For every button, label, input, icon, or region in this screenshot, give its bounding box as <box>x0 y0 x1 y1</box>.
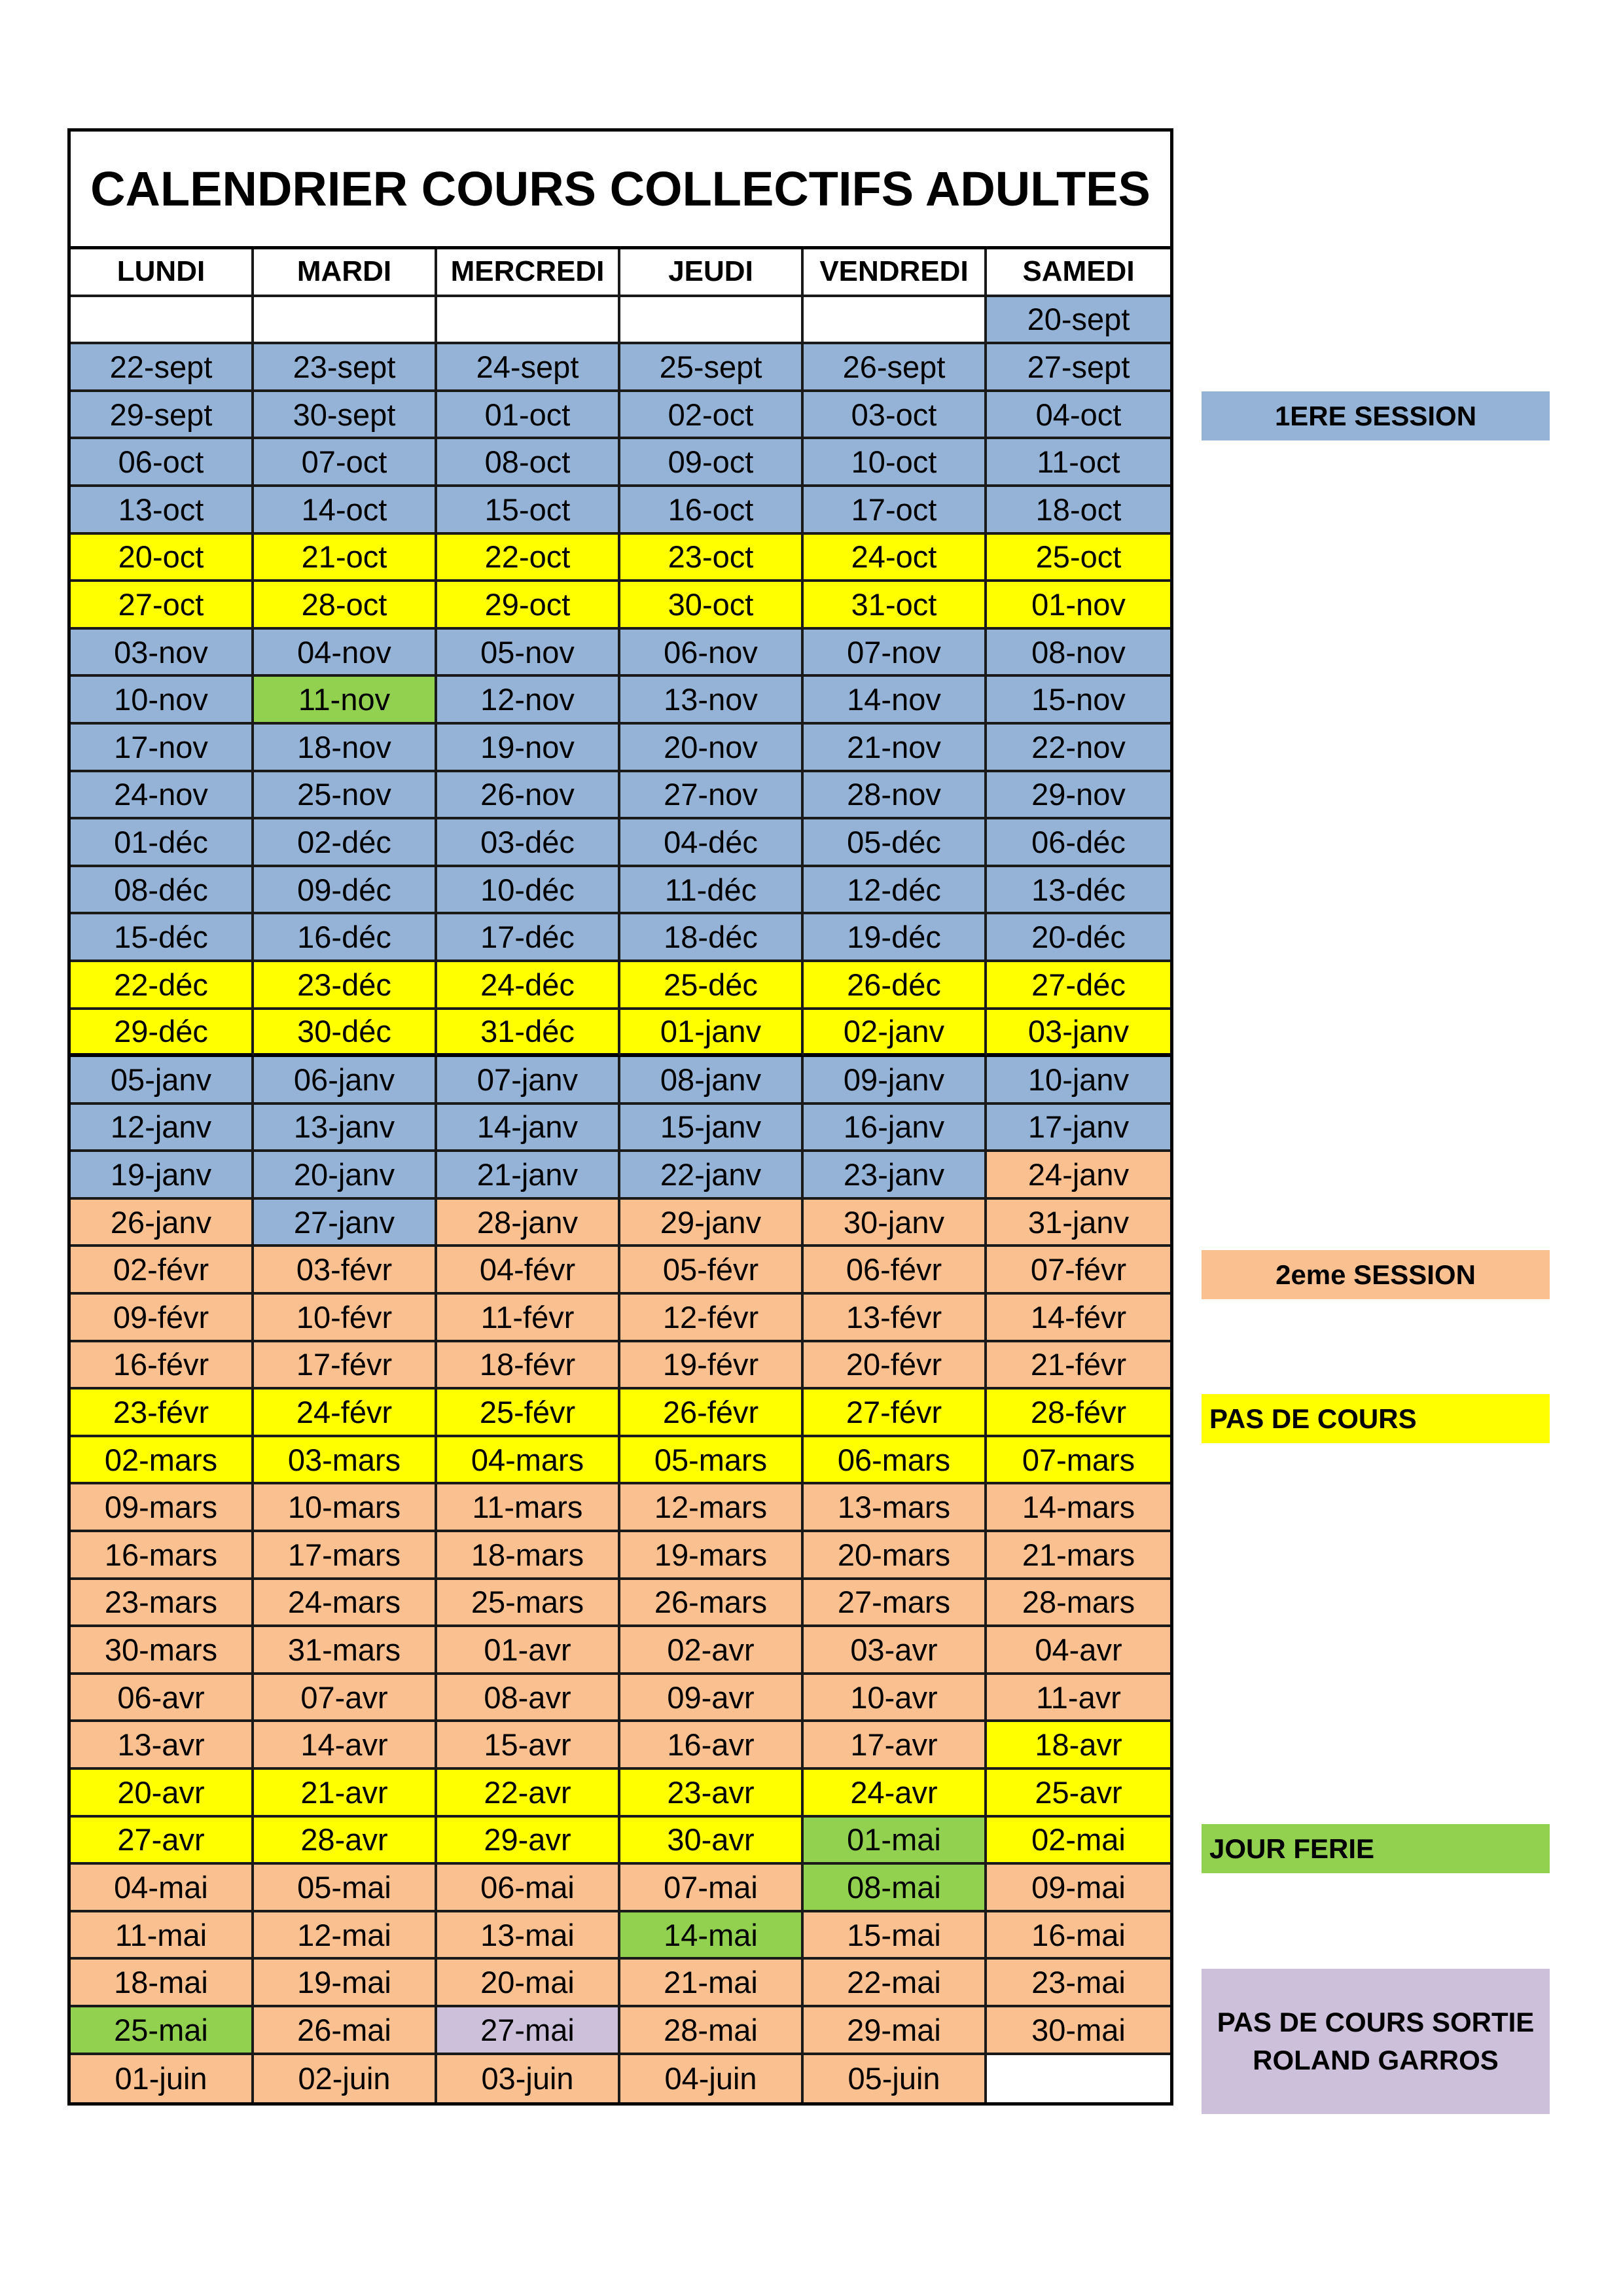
date-cell: 06-janv <box>254 1057 437 1105</box>
date-cell: 21-févr <box>987 1342 1170 1390</box>
date-cell: 05-juin <box>804 2055 987 2103</box>
date-cell: 20-oct <box>71 535 254 583</box>
legend-session1: 1ERE SESSION <box>1202 391 1550 440</box>
day-header: MARDI <box>254 249 437 297</box>
calendar-grid <box>71 249 1170 2102</box>
date-cell: 17-nov <box>71 725 254 772</box>
date-cell: 25-avr <box>987 1770 1170 1818</box>
date-cell: 24-sept <box>437 344 620 392</box>
empty-cell <box>804 297 987 345</box>
date-cell: 20-sept <box>987 297 1170 345</box>
date-cell: 07-avr <box>254 1675 437 1723</box>
date-cell: 15-nov <box>987 677 1170 725</box>
date-cell: 27-mars <box>804 1580 987 1628</box>
date-cell: 22-janv <box>620 1152 804 1200</box>
date-cell: 07-mai <box>620 1865 804 1912</box>
date-cell: 17-mars <box>254 1532 437 1580</box>
date-cell: 23-mars <box>71 1580 254 1628</box>
date-cell: 02-avr <box>620 1627 804 1675</box>
date-cell: 24-déc <box>437 962 620 1010</box>
date-cell: 29-mai <box>804 2007 987 2055</box>
date-cell: 02-oct <box>620 392 804 440</box>
date-cell: 15-déc <box>71 914 254 962</box>
legend-roland-garros <box>1202 1969 1550 2114</box>
date-cell: 26-janv <box>71 1200 254 1247</box>
date-cell: 18-mars <box>437 1532 620 1580</box>
date-cell: 01-avr <box>437 1627 620 1675</box>
date-cell: 17-avr <box>804 1722 987 1770</box>
date-cell: 08-nov <box>987 630 1170 677</box>
date-cell: 01-nov <box>987 582 1170 630</box>
date-cell: 22-mai <box>804 1960 987 2007</box>
page-title: CALENDRIER COURS COLLECTIFS ADULTES <box>71 132 1170 249</box>
date-cell: 25-sept <box>620 344 804 392</box>
legend-roland-garros-text <box>1217 2003 1535 2079</box>
date-cell: 28-avr <box>254 1818 437 1865</box>
date-cell: 12-mars <box>620 1484 804 1532</box>
date-cell: 10-nov <box>71 677 254 725</box>
date-cell: 14-janv <box>437 1105 620 1153</box>
date-cell: 08-janv <box>620 1057 804 1105</box>
date-cell: 05-mars <box>620 1437 804 1485</box>
date-cell: 09-oct <box>620 439 804 487</box>
date-cell: 12-mai <box>254 1912 437 1960</box>
date-cell: 25-mai <box>71 2007 254 2055</box>
date-cell: 16-janv <box>804 1105 987 1153</box>
date-cell: 21-mars <box>987 1532 1170 1580</box>
date-cell: 18-mai <box>71 1960 254 2007</box>
date-cell: 15-mai <box>804 1912 987 1960</box>
date-cell: 28-nov <box>804 772 987 820</box>
date-cell: 27-févr <box>804 1390 987 1437</box>
date-cell: 02-janv <box>804 1010 987 1058</box>
date-cell: 09-mars <box>71 1484 254 1532</box>
date-cell: 25-déc <box>620 962 804 1010</box>
date-cell: 13-févr <box>804 1295 987 1342</box>
date-cell: 09-avr <box>620 1675 804 1723</box>
date-cell: 28-oct <box>254 582 437 630</box>
date-cell: 14-févr <box>987 1295 1170 1342</box>
date-cell: 04-mars <box>437 1437 620 1485</box>
date-cell: 01-janv <box>620 1010 804 1058</box>
date-cell: 04-déc <box>620 819 804 867</box>
date-cell: 20-mai <box>437 1960 620 2007</box>
date-cell: 06-avr <box>71 1675 254 1723</box>
date-cell: 09-févr <box>71 1295 254 1342</box>
date-cell: 07-janv <box>437 1057 620 1105</box>
legend-session2: 2eme SESSION <box>1202 1250 1550 1299</box>
date-cell: 23-janv <box>804 1152 987 1200</box>
day-header: LUNDI <box>71 249 254 297</box>
date-cell: 21-avr <box>254 1770 437 1818</box>
date-cell: 30-mars <box>71 1627 254 1675</box>
date-cell: 29-nov <box>987 772 1170 820</box>
date-cell: 27-nov <box>620 772 804 820</box>
date-cell: 23-févr <box>71 1390 254 1437</box>
date-cell: 07-nov <box>804 630 987 677</box>
date-cell: 16-oct <box>620 487 804 535</box>
date-cell: 24-avr <box>804 1770 987 1818</box>
date-cell: 28-janv <box>437 1200 620 1247</box>
date-cell: 23-oct <box>620 535 804 583</box>
date-cell: 31-oct <box>804 582 987 630</box>
date-cell: 21-oct <box>254 535 437 583</box>
date-cell: 01-juin <box>71 2055 254 2103</box>
date-cell: 22-nov <box>987 725 1170 772</box>
date-cell: 06-mars <box>804 1437 987 1485</box>
date-cell: 05-janv <box>71 1057 254 1105</box>
date-cell: 28-févr <box>987 1390 1170 1437</box>
date-cell: 07-mars <box>987 1437 1170 1485</box>
date-cell: 21-nov <box>804 725 987 772</box>
date-cell: 04-févr <box>437 1247 620 1295</box>
date-cell: 04-mai <box>71 1865 254 1912</box>
date-cell: 03-janv <box>987 1010 1170 1058</box>
date-cell: 23-sept <box>254 344 437 392</box>
date-cell: 30-mai <box>987 2007 1170 2055</box>
date-cell: 19-janv <box>71 1152 254 1200</box>
date-cell: 13-oct <box>71 487 254 535</box>
date-cell: 13-mai <box>437 1912 620 1960</box>
date-cell: 04-nov <box>254 630 437 677</box>
date-cell: 06-févr <box>804 1247 987 1295</box>
date-cell: 15-janv <box>620 1105 804 1153</box>
date-cell: 18-avr <box>987 1722 1170 1770</box>
date-cell: 19-déc <box>804 914 987 962</box>
date-cell: 16-déc <box>254 914 437 962</box>
legend-roland-garros-line2: ROLAND GARROS <box>1253 2045 1499 2075</box>
date-cell: 20-févr <box>804 1342 987 1390</box>
date-cell: 10-oct <box>804 439 987 487</box>
legend-roland-garros-line1: PAS DE COURS SORTIE <box>1217 2007 1535 2037</box>
date-cell: 26-févr <box>620 1390 804 1437</box>
date-cell: 17-déc <box>437 914 620 962</box>
date-cell: 13-nov <box>620 677 804 725</box>
date-cell: 14-mars <box>987 1484 1170 1532</box>
date-cell: 12-déc <box>804 867 987 915</box>
date-cell: 03-avr <box>804 1627 987 1675</box>
empty-cell <box>987 2055 1170 2103</box>
date-cell: 15-avr <box>437 1722 620 1770</box>
date-cell: 08-oct <box>437 439 620 487</box>
date-cell: 11-mars <box>437 1484 620 1532</box>
day-header: VENDREDI <box>804 249 987 297</box>
date-cell: 13-janv <box>254 1105 437 1153</box>
date-cell: 22-avr <box>437 1770 620 1818</box>
date-cell: 05-févr <box>620 1247 804 1295</box>
date-cell: 01-mai <box>804 1818 987 1865</box>
date-cell: 03-juin <box>437 2055 620 2103</box>
date-cell: 18-févr <box>437 1342 620 1390</box>
date-cell: 31-déc <box>437 1010 620 1058</box>
date-cell: 16-mai <box>987 1912 1170 1960</box>
legend-pas-de-cours: PAS DE COURS <box>1202 1394 1550 1443</box>
date-cell: 21-janv <box>437 1152 620 1200</box>
date-cell: 26-sept <box>804 344 987 392</box>
date-cell: 13-déc <box>987 867 1170 915</box>
date-cell: 28-mars <box>987 1580 1170 1628</box>
date-cell: 27-sept <box>987 344 1170 392</box>
calendar-table <box>67 128 1173 2106</box>
date-cell: 10-févr <box>254 1295 437 1342</box>
date-cell: 03-oct <box>804 392 987 440</box>
date-cell: 29-avr <box>437 1818 620 1865</box>
date-cell: 30-sept <box>254 392 437 440</box>
date-cell: 26-nov <box>437 772 620 820</box>
date-cell: 07-oct <box>254 439 437 487</box>
date-cell: 27-mai <box>437 2007 620 2055</box>
date-cell: 03-mars <box>254 1437 437 1485</box>
date-cell: 24-nov <box>71 772 254 820</box>
date-cell: 06-mai <box>437 1865 620 1912</box>
date-cell: 29-déc <box>71 1010 254 1058</box>
date-cell: 16-févr <box>71 1342 254 1390</box>
date-cell: 22-déc <box>71 962 254 1010</box>
date-cell: 11-mai <box>71 1912 254 1960</box>
day-header: MERCREDI <box>437 249 620 297</box>
date-cell: 27-déc <box>987 962 1170 1010</box>
date-cell: 08-mai <box>804 1865 987 1912</box>
empty-cell <box>71 297 254 345</box>
date-cell: 02-juin <box>254 2055 437 2103</box>
date-cell: 21-mai <box>620 1960 804 2007</box>
date-cell: 23-avr <box>620 1770 804 1818</box>
date-cell: 31-mars <box>254 1627 437 1675</box>
date-cell: 24-févr <box>254 1390 437 1437</box>
date-cell: 23-mai <box>987 1960 1170 2007</box>
date-cell: 19-févr <box>620 1342 804 1390</box>
date-cell: 28-mai <box>620 2007 804 2055</box>
date-cell: 03-déc <box>437 819 620 867</box>
date-cell: 29-janv <box>620 1200 804 1247</box>
empty-cell <box>254 297 437 345</box>
date-cell: 02-déc <box>254 819 437 867</box>
date-cell: 18-oct <box>987 487 1170 535</box>
date-cell: 08-avr <box>437 1675 620 1723</box>
date-cell: 31-janv <box>987 1200 1170 1247</box>
date-cell: 08-déc <box>71 867 254 915</box>
date-cell: 10-avr <box>804 1675 987 1723</box>
date-cell: 04-oct <box>987 392 1170 440</box>
date-cell: 10-déc <box>437 867 620 915</box>
date-cell: 22-sept <box>71 344 254 392</box>
date-cell: 26-mai <box>254 2007 437 2055</box>
date-cell: 20-avr <box>71 1770 254 1818</box>
date-cell: 10-janv <box>987 1057 1170 1105</box>
date-cell: 04-juin <box>620 2055 804 2103</box>
date-cell: 06-oct <box>71 439 254 487</box>
date-cell: 30-déc <box>254 1010 437 1058</box>
date-cell: 12-févr <box>620 1295 804 1342</box>
legend-jour-ferie: JOUR FERIE <box>1202 1824 1550 1873</box>
date-cell: 01-déc <box>71 819 254 867</box>
date-cell: 19-nov <box>437 725 620 772</box>
date-cell: 11-déc <box>620 867 804 915</box>
date-cell: 26-mars <box>620 1580 804 1628</box>
date-cell: 02-févr <box>71 1247 254 1295</box>
date-cell: 25-nov <box>254 772 437 820</box>
date-cell: 10-mars <box>254 1484 437 1532</box>
date-cell: 22-oct <box>437 535 620 583</box>
date-cell: 11-avr <box>987 1675 1170 1723</box>
date-cell: 16-mars <box>71 1532 254 1580</box>
date-cell: 24-mars <box>254 1580 437 1628</box>
date-cell: 30-janv <box>804 1200 987 1247</box>
date-cell: 01-oct <box>437 392 620 440</box>
date-cell: 19-mars <box>620 1532 804 1580</box>
date-cell: 15-oct <box>437 487 620 535</box>
date-cell: 20-mars <box>804 1532 987 1580</box>
date-cell: 09-janv <box>804 1057 987 1105</box>
date-cell: 18-déc <box>620 914 804 962</box>
date-cell: 11-févr <box>437 1295 620 1342</box>
date-cell: 06-déc <box>987 819 1170 867</box>
date-cell: 26-déc <box>804 962 987 1010</box>
date-cell: 20-janv <box>254 1152 437 1200</box>
date-cell: 05-mai <box>254 1865 437 1912</box>
date-cell: 13-avr <box>71 1722 254 1770</box>
date-cell: 04-avr <box>987 1627 1170 1675</box>
date-cell: 05-nov <box>437 630 620 677</box>
date-cell: 03-févr <box>254 1247 437 1295</box>
date-cell: 25-mars <box>437 1580 620 1628</box>
date-cell: 29-oct <box>437 582 620 630</box>
date-cell: 20-nov <box>620 725 804 772</box>
empty-cell <box>620 297 804 345</box>
date-cell: 29-sept <box>71 392 254 440</box>
date-cell: 12-janv <box>71 1105 254 1153</box>
date-cell: 19-mai <box>254 1960 437 2007</box>
date-cell: 14-mai <box>620 1912 804 1960</box>
date-cell: 30-oct <box>620 582 804 630</box>
date-cell: 05-déc <box>804 819 987 867</box>
day-header: SAMEDI <box>987 249 1170 297</box>
date-cell: 07-févr <box>987 1247 1170 1295</box>
date-cell: 18-nov <box>254 725 437 772</box>
date-cell: 27-avr <box>71 1818 254 1865</box>
date-cell: 17-janv <box>987 1105 1170 1153</box>
date-cell: 30-avr <box>620 1818 804 1865</box>
empty-cell <box>437 297 620 345</box>
date-cell: 27-janv <box>254 1200 437 1247</box>
date-cell: 09-mai <box>987 1865 1170 1912</box>
date-cell: 02-mai <box>987 1818 1170 1865</box>
date-cell: 14-oct <box>254 487 437 535</box>
date-cell: 23-déc <box>254 962 437 1010</box>
date-cell: 02-mars <box>71 1437 254 1485</box>
day-header: JEUDI <box>620 249 804 297</box>
date-cell: 09-déc <box>254 867 437 915</box>
date-cell: 11-oct <box>987 439 1170 487</box>
date-cell: 16-avr <box>620 1722 804 1770</box>
date-cell: 24-janv <box>987 1152 1170 1200</box>
date-cell: 20-déc <box>987 914 1170 962</box>
date-cell: 25-oct <box>987 535 1170 583</box>
date-cell: 27-oct <box>71 582 254 630</box>
date-cell: 03-nov <box>71 630 254 677</box>
date-cell: 14-nov <box>804 677 987 725</box>
date-cell: 14-avr <box>254 1722 437 1770</box>
date-cell: 12-nov <box>437 677 620 725</box>
date-cell: 24-oct <box>804 535 987 583</box>
date-cell: 17-févr <box>254 1342 437 1390</box>
date-cell: 11-nov <box>254 677 437 725</box>
date-cell: 13-mars <box>804 1484 987 1532</box>
date-cell: 06-nov <box>620 630 804 677</box>
date-cell: 25-févr <box>437 1390 620 1437</box>
date-cell: 17-oct <box>804 487 987 535</box>
